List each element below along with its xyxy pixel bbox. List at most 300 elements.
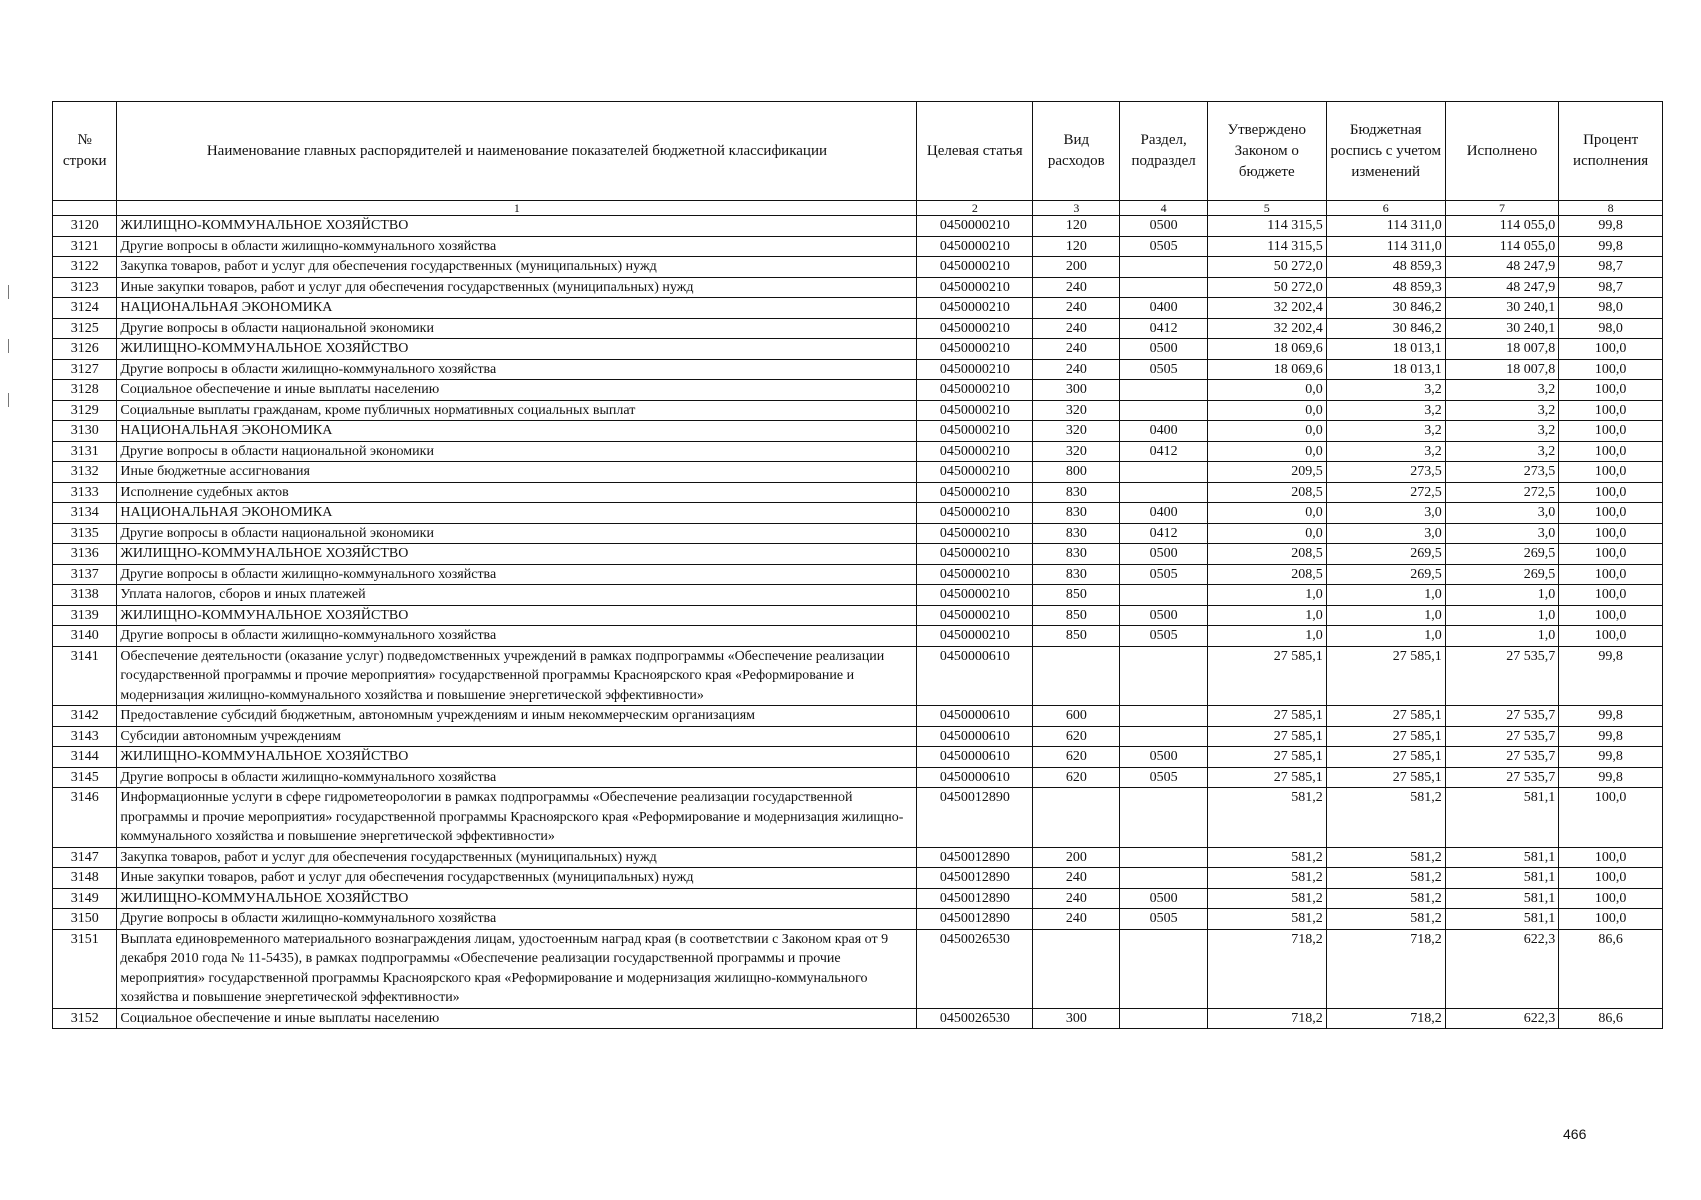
row-approved: 581,2	[1207, 909, 1326, 930]
row-target: 0450000210	[917, 421, 1033, 442]
column-number: 4	[1120, 201, 1207, 216]
row-percent: 98,0	[1559, 318, 1663, 339]
row-expense-type	[1033, 646, 1120, 706]
row-percent: 100,0	[1559, 359, 1663, 380]
row-executed: 30 240,1	[1445, 298, 1559, 319]
row-name: Другие вопросы в области национальной экономики	[117, 441, 917, 462]
row-percent: 100,0	[1559, 847, 1663, 868]
table-row	[53, 503, 1663, 524]
table-row	[53, 544, 1663, 565]
row-approved: 208,5	[1207, 482, 1326, 503]
row-name: Предоставление субсидий бюджетным, автономным учреждениям и иным некоммерческим организациям	[117, 706, 917, 727]
row-name: Обеспечение деятельности (оказание услуг) подведомственных учреждений в рамках подпрограммы «Обеспечение реализации государственной программы и прочие мероприятия» государственной программы Красноярского края «Реформирование и модернизация жилищно-коммунального хозяйства и повышение энергетической эффективности»	[117, 646, 917, 706]
row-name: ЖИЛИЩНО-КОММУНАЛЬНОЕ ХОЗЯЙСТВО	[117, 339, 917, 360]
row-name: Уплата налогов, сборов и иных платежей	[117, 585, 917, 606]
row-executed: 272,5	[1445, 482, 1559, 503]
row-number: 3123	[53, 277, 117, 298]
row-percent: 100,0	[1559, 788, 1663, 848]
table-row	[53, 726, 1663, 747]
row-name: Другие вопросы в области национальной экономики	[117, 523, 917, 544]
row-executed: 1,0	[1445, 605, 1559, 626]
row-section: 0500	[1120, 216, 1207, 237]
row-percent: 100,0	[1559, 888, 1663, 909]
table-row	[53, 277, 1663, 298]
table-row	[53, 585, 1663, 606]
row-percent: 100,0	[1559, 868, 1663, 889]
row-target: 0450000210	[917, 482, 1033, 503]
row-executed: 581,1	[1445, 847, 1559, 868]
row-section	[1120, 646, 1207, 706]
table-row	[53, 909, 1663, 930]
row-expense-type: 300	[1033, 1008, 1120, 1029]
row-name: Социальное обеспечение и иные выплаты населению	[117, 1008, 917, 1029]
row-name: Исполнение судебных актов	[117, 482, 917, 503]
row-number: 3121	[53, 236, 117, 257]
header-section: Раздел, подраздел	[1120, 102, 1207, 201]
row-budget-list: 272,5	[1326, 482, 1445, 503]
row-target: 0450000210	[917, 441, 1033, 462]
row-number: 3150	[53, 909, 117, 930]
row-approved: 0,0	[1207, 400, 1326, 421]
row-expense-type: 620	[1033, 726, 1120, 747]
row-target: 0450000210	[917, 359, 1033, 380]
row-percent: 99,8	[1559, 726, 1663, 747]
row-expense-type: 120	[1033, 216, 1120, 237]
row-percent: 100,0	[1559, 380, 1663, 401]
row-target: 0450012890	[917, 847, 1033, 868]
row-budget-list: 27 585,1	[1326, 706, 1445, 727]
row-name: Социальное обеспечение и иные выплаты населению	[117, 380, 917, 401]
row-expense-type: 830	[1033, 564, 1120, 585]
row-percent: 100,0	[1559, 503, 1663, 524]
table-row	[53, 216, 1663, 237]
row-approved: 0,0	[1207, 441, 1326, 462]
row-section	[1120, 847, 1207, 868]
row-budget-list: 18 013,1	[1326, 359, 1445, 380]
scan-edge-marks	[8, 285, 12, 465]
row-budget-list: 27 585,1	[1326, 747, 1445, 768]
row-section: 0400	[1120, 503, 1207, 524]
column-number: 1	[117, 201, 917, 216]
row-target: 0450000610	[917, 747, 1033, 768]
row-expense-type: 320	[1033, 441, 1120, 462]
row-number: 3129	[53, 400, 117, 421]
row-section: 0505	[1120, 767, 1207, 788]
row-number: 3152	[53, 1008, 117, 1029]
table-row	[53, 359, 1663, 380]
row-name: Другие вопросы в области жилищно-коммунального хозяйства	[117, 359, 917, 380]
row-approved: 718,2	[1207, 929, 1326, 1008]
row-percent: 100,0	[1559, 421, 1663, 442]
row-approved: 50 272,0	[1207, 277, 1326, 298]
row-section	[1120, 868, 1207, 889]
table-row	[53, 767, 1663, 788]
row-section	[1120, 380, 1207, 401]
table-row	[53, 929, 1663, 1008]
row-percent: 100,0	[1559, 585, 1663, 606]
row-section	[1120, 482, 1207, 503]
row-approved: 114 315,5	[1207, 236, 1326, 257]
row-number: 3147	[53, 847, 117, 868]
row-percent: 99,8	[1559, 706, 1663, 727]
row-executed: 581,1	[1445, 888, 1559, 909]
row-section: 0505	[1120, 909, 1207, 930]
header-expense-type: Вид расходов	[1033, 102, 1120, 201]
column-number: 2	[917, 201, 1033, 216]
row-expense-type: 120	[1033, 236, 1120, 257]
row-name: Закупка товаров, работ и услуг для обеспечения государственных (муниципальных) нужд	[117, 257, 917, 278]
row-approved: 1,0	[1207, 585, 1326, 606]
row-approved: 208,5	[1207, 564, 1326, 585]
row-expense-type	[1033, 788, 1120, 848]
header-budget-list: Бюджетная роспись с учетом изменений	[1326, 102, 1445, 201]
row-name: Другие вопросы в области жилищно-коммунального хозяйства	[117, 236, 917, 257]
row-approved: 27 585,1	[1207, 706, 1326, 727]
row-name: НАЦИОНАЛЬНАЯ ЭКОНОМИКА	[117, 503, 917, 524]
row-number: 3143	[53, 726, 117, 747]
row-percent: 100,0	[1559, 400, 1663, 421]
row-expense-type: 850	[1033, 626, 1120, 647]
row-percent: 100,0	[1559, 564, 1663, 585]
row-executed: 1,0	[1445, 585, 1559, 606]
row-budget-list: 27 585,1	[1326, 646, 1445, 706]
row-section	[1120, 726, 1207, 747]
column-number: 7	[1445, 201, 1559, 216]
row-executed: 48 247,9	[1445, 257, 1559, 278]
table-row	[53, 868, 1663, 889]
row-budget-list: 718,2	[1326, 1008, 1445, 1029]
row-section: 0400	[1120, 298, 1207, 319]
row-budget-list: 48 859,3	[1326, 257, 1445, 278]
row-target: 0450000210	[917, 257, 1033, 278]
row-number: 3142	[53, 706, 117, 727]
row-number: 3145	[53, 767, 117, 788]
row-percent: 98,0	[1559, 298, 1663, 319]
row-number: 3140	[53, 626, 117, 647]
table-row	[53, 523, 1663, 544]
row-number: 3128	[53, 380, 117, 401]
row-number: 3148	[53, 868, 117, 889]
row-number: 3149	[53, 888, 117, 909]
row-budget-list: 48 859,3	[1326, 277, 1445, 298]
column-number	[53, 201, 117, 216]
row-expense-type: 830	[1033, 482, 1120, 503]
row-target: 0450000610	[917, 706, 1033, 727]
row-budget-list: 269,5	[1326, 544, 1445, 565]
header-target: Целевая статья	[917, 102, 1033, 201]
row-section: 0500	[1120, 888, 1207, 909]
row-target: 0450012890	[917, 868, 1033, 889]
row-expense-type: 850	[1033, 585, 1120, 606]
table-row	[53, 1008, 1663, 1029]
row-section	[1120, 788, 1207, 848]
column-number: 5	[1207, 201, 1326, 216]
row-section	[1120, 257, 1207, 278]
row-expense-type: 320	[1033, 421, 1120, 442]
row-name: ЖИЛИЩНО-КОММУНАЛЬНОЕ ХОЗЯЙСТВО	[117, 216, 917, 237]
row-target: 0450026530	[917, 1008, 1033, 1029]
row-target: 0450000610	[917, 726, 1033, 747]
row-number: 3126	[53, 339, 117, 360]
row-target: 0450012890	[917, 888, 1033, 909]
row-expense-type: 200	[1033, 257, 1120, 278]
row-target: 0450000610	[917, 646, 1033, 706]
row-target: 0450000210	[917, 462, 1033, 483]
row-percent: 100,0	[1559, 626, 1663, 647]
row-budget-list: 718,2	[1326, 929, 1445, 1008]
row-percent: 100,0	[1559, 462, 1663, 483]
row-executed: 27 535,7	[1445, 726, 1559, 747]
table-row	[53, 421, 1663, 442]
row-section	[1120, 706, 1207, 727]
row-expense-type: 200	[1033, 847, 1120, 868]
row-percent: 100,0	[1559, 544, 1663, 565]
row-target: 0450000210	[917, 626, 1033, 647]
row-executed: 581,1	[1445, 788, 1559, 848]
row-approved: 27 585,1	[1207, 726, 1326, 747]
row-name: Другие вопросы в области национальной экономики	[117, 318, 917, 339]
row-section: 0412	[1120, 318, 1207, 339]
row-budget-list: 3,2	[1326, 441, 1445, 462]
row-approved: 718,2	[1207, 1008, 1326, 1029]
row-executed: 273,5	[1445, 462, 1559, 483]
row-executed: 3,2	[1445, 441, 1559, 462]
header-approved: Утверждено Законом о бюджете	[1207, 102, 1326, 201]
row-target: 0450000210	[917, 503, 1033, 524]
row-name: Закупка товаров, работ и услуг для обеспечения государственных (муниципальных) нужд	[117, 847, 917, 868]
row-percent: 99,8	[1559, 216, 1663, 237]
row-budget-list: 581,2	[1326, 847, 1445, 868]
row-name: НАЦИОНАЛЬНАЯ ЭКОНОМИКА	[117, 298, 917, 319]
row-number: 3146	[53, 788, 117, 848]
row-approved: 27 585,1	[1207, 747, 1326, 768]
table-body	[53, 216, 1663, 1029]
row-expense-type: 320	[1033, 400, 1120, 421]
row-executed: 18 007,8	[1445, 359, 1559, 380]
row-number: 3127	[53, 359, 117, 380]
row-target: 0450012890	[917, 909, 1033, 930]
row-budget-list: 1,0	[1326, 585, 1445, 606]
row-number: 3122	[53, 257, 117, 278]
row-name: Иные бюджетные ассигнования	[117, 462, 917, 483]
row-name: Другие вопросы в области жилищно-коммунального хозяйства	[117, 626, 917, 647]
row-executed: 269,5	[1445, 564, 1559, 585]
row-number: 3133	[53, 482, 117, 503]
row-budget-list: 3,2	[1326, 380, 1445, 401]
row-percent: 86,6	[1559, 1008, 1663, 1029]
row-expense-type	[1033, 929, 1120, 1008]
row-expense-type: 240	[1033, 318, 1120, 339]
row-expense-type: 830	[1033, 503, 1120, 524]
row-name: Иные закупки товаров, работ и услуг для обеспечения государственных (муниципальных) нужд	[117, 868, 917, 889]
row-section	[1120, 462, 1207, 483]
row-target: 0450000210	[917, 400, 1033, 421]
row-number: 3135	[53, 523, 117, 544]
row-budget-list: 581,2	[1326, 868, 1445, 889]
row-percent: 100,0	[1559, 441, 1663, 462]
row-percent: 99,8	[1559, 747, 1663, 768]
row-name: Выплата единовременного материального вознаграждения лицам, удостоенным наград края (в соответствии с Законом края от 9 декабря 2010 года № 11-5435), в рамках подпрограммы «Обеспечение реализации государственной программы и прочие мероприятия» государственной программы Красноярского края «Реформирование и модернизация жилищно-коммунального хозяйства и повышение энергетической эффективности»	[117, 929, 917, 1008]
row-section	[1120, 1008, 1207, 1029]
column-number: 8	[1559, 201, 1663, 216]
row-executed: 3,2	[1445, 421, 1559, 442]
row-budget-list: 114 311,0	[1326, 236, 1445, 257]
table-row	[53, 564, 1663, 585]
row-expense-type: 240	[1033, 888, 1120, 909]
row-percent: 100,0	[1559, 339, 1663, 360]
table-row	[53, 441, 1663, 462]
row-expense-type: 240	[1033, 277, 1120, 298]
row-name: Субсидии автономным учреждениям	[117, 726, 917, 747]
table-row	[53, 339, 1663, 360]
row-target: 0450000210	[917, 216, 1033, 237]
table-row	[53, 788, 1663, 848]
row-executed: 622,3	[1445, 929, 1559, 1008]
row-target: 0450012890	[917, 788, 1033, 848]
row-approved: 0,0	[1207, 503, 1326, 524]
row-budget-list: 273,5	[1326, 462, 1445, 483]
table-row	[53, 380, 1663, 401]
row-number: 3125	[53, 318, 117, 339]
row-target: 0450000210	[917, 605, 1033, 626]
row-name: ЖИЛИЩНО-КОММУНАЛЬНОЕ ХОЗЯЙСТВО	[117, 888, 917, 909]
row-section: 0505	[1120, 236, 1207, 257]
row-name: Другие вопросы в области жилищно-коммунального хозяйства	[117, 909, 917, 930]
column-number: 3	[1033, 201, 1120, 216]
row-number: 3137	[53, 564, 117, 585]
row-executed: 114 055,0	[1445, 236, 1559, 257]
row-number: 3120	[53, 216, 117, 237]
header-row	[53, 102, 1663, 201]
row-approved: 0,0	[1207, 380, 1326, 401]
table-row	[53, 400, 1663, 421]
row-budget-list: 1,0	[1326, 626, 1445, 647]
row-section: 0505	[1120, 626, 1207, 647]
row-name: ЖИЛИЩНО-КОММУНАЛЬНОЕ ХОЗЯЙСТВО	[117, 544, 917, 565]
row-target: 0450000610	[917, 767, 1033, 788]
row-budget-list: 30 846,2	[1326, 318, 1445, 339]
row-target: 0450000210	[917, 380, 1033, 401]
row-executed: 48 247,9	[1445, 277, 1559, 298]
header-executed: Исполнено	[1445, 102, 1559, 201]
table-row	[53, 298, 1663, 319]
row-budget-list: 30 846,2	[1326, 298, 1445, 319]
row-target: 0450000210	[917, 564, 1033, 585]
row-executed: 30 240,1	[1445, 318, 1559, 339]
row-percent: 99,8	[1559, 236, 1663, 257]
row-number: 3124	[53, 298, 117, 319]
row-approved: 32 202,4	[1207, 298, 1326, 319]
row-section	[1120, 585, 1207, 606]
row-budget-list: 3,2	[1326, 400, 1445, 421]
header-row-no: № строки	[53, 102, 117, 201]
row-executed: 581,1	[1445, 868, 1559, 889]
row-executed: 27 535,7	[1445, 747, 1559, 768]
row-expense-type: 240	[1033, 359, 1120, 380]
row-section	[1120, 277, 1207, 298]
row-section: 0500	[1120, 544, 1207, 565]
row-expense-type: 830	[1033, 523, 1120, 544]
row-target: 0450000210	[917, 318, 1033, 339]
row-approved: 27 585,1	[1207, 767, 1326, 788]
row-number: 3141	[53, 646, 117, 706]
row-number: 3134	[53, 503, 117, 524]
row-executed: 3,2	[1445, 400, 1559, 421]
row-target: 0450000210	[917, 544, 1033, 565]
table-row	[53, 847, 1663, 868]
row-executed: 27 535,7	[1445, 646, 1559, 706]
table-row	[53, 605, 1663, 626]
row-approved: 114 315,5	[1207, 216, 1326, 237]
column-number-row	[53, 201, 1663, 216]
row-percent: 99,8	[1559, 646, 1663, 706]
row-target: 0450026530	[917, 929, 1033, 1008]
row-number: 3136	[53, 544, 117, 565]
row-budget-list: 3,0	[1326, 523, 1445, 544]
row-budget-list: 3,2	[1326, 421, 1445, 442]
table-row	[53, 706, 1663, 727]
row-expense-type: 620	[1033, 747, 1120, 768]
row-approved: 50 272,0	[1207, 257, 1326, 278]
row-approved: 0,0	[1207, 421, 1326, 442]
table-row	[53, 888, 1663, 909]
row-percent: 100,0	[1559, 909, 1663, 930]
table-row	[53, 257, 1663, 278]
table-row	[53, 236, 1663, 257]
table-row	[53, 318, 1663, 339]
row-percent: 99,8	[1559, 767, 1663, 788]
row-percent: 98,7	[1559, 257, 1663, 278]
row-budget-list: 18 013,1	[1326, 339, 1445, 360]
table-row	[53, 646, 1663, 706]
row-approved: 209,5	[1207, 462, 1326, 483]
row-number: 3131	[53, 441, 117, 462]
row-number: 3151	[53, 929, 117, 1008]
row-approved: 581,2	[1207, 888, 1326, 909]
row-expense-type: 240	[1033, 339, 1120, 360]
row-budget-list: 269,5	[1326, 564, 1445, 585]
row-approved: 18 069,6	[1207, 359, 1326, 380]
row-executed: 1,0	[1445, 626, 1559, 647]
row-section: 0412	[1120, 441, 1207, 462]
row-expense-type: 830	[1033, 544, 1120, 565]
row-section	[1120, 400, 1207, 421]
row-budget-list: 3,0	[1326, 503, 1445, 524]
row-percent: 98,7	[1559, 277, 1663, 298]
row-approved: 581,2	[1207, 788, 1326, 848]
row-expense-type: 240	[1033, 298, 1120, 319]
row-section: 0500	[1120, 747, 1207, 768]
budget-table	[52, 101, 1663, 1029]
row-percent: 100,0	[1559, 482, 1663, 503]
row-number: 3132	[53, 462, 117, 483]
row-budget-list: 114 311,0	[1326, 216, 1445, 237]
row-name: НАЦИОНАЛЬНАЯ ЭКОНОМИКА	[117, 421, 917, 442]
row-percent: 100,0	[1559, 523, 1663, 544]
row-budget-list: 581,2	[1326, 909, 1445, 930]
header-percent: Процент исполнения	[1559, 102, 1663, 201]
row-budget-list: 581,2	[1326, 888, 1445, 909]
row-approved: 1,0	[1207, 605, 1326, 626]
row-executed: 622,3	[1445, 1008, 1559, 1029]
row-section: 0412	[1120, 523, 1207, 544]
row-section	[1120, 929, 1207, 1008]
row-name: Иные закупки товаров, работ и услуг для обеспечения государственных (муниципальных) нужд	[117, 277, 917, 298]
row-expense-type: 240	[1033, 909, 1120, 930]
row-executed: 114 055,0	[1445, 216, 1559, 237]
row-name: Социальные выплаты гражданам, кроме публичных нормативных социальных выплат	[117, 400, 917, 421]
row-expense-type: 620	[1033, 767, 1120, 788]
